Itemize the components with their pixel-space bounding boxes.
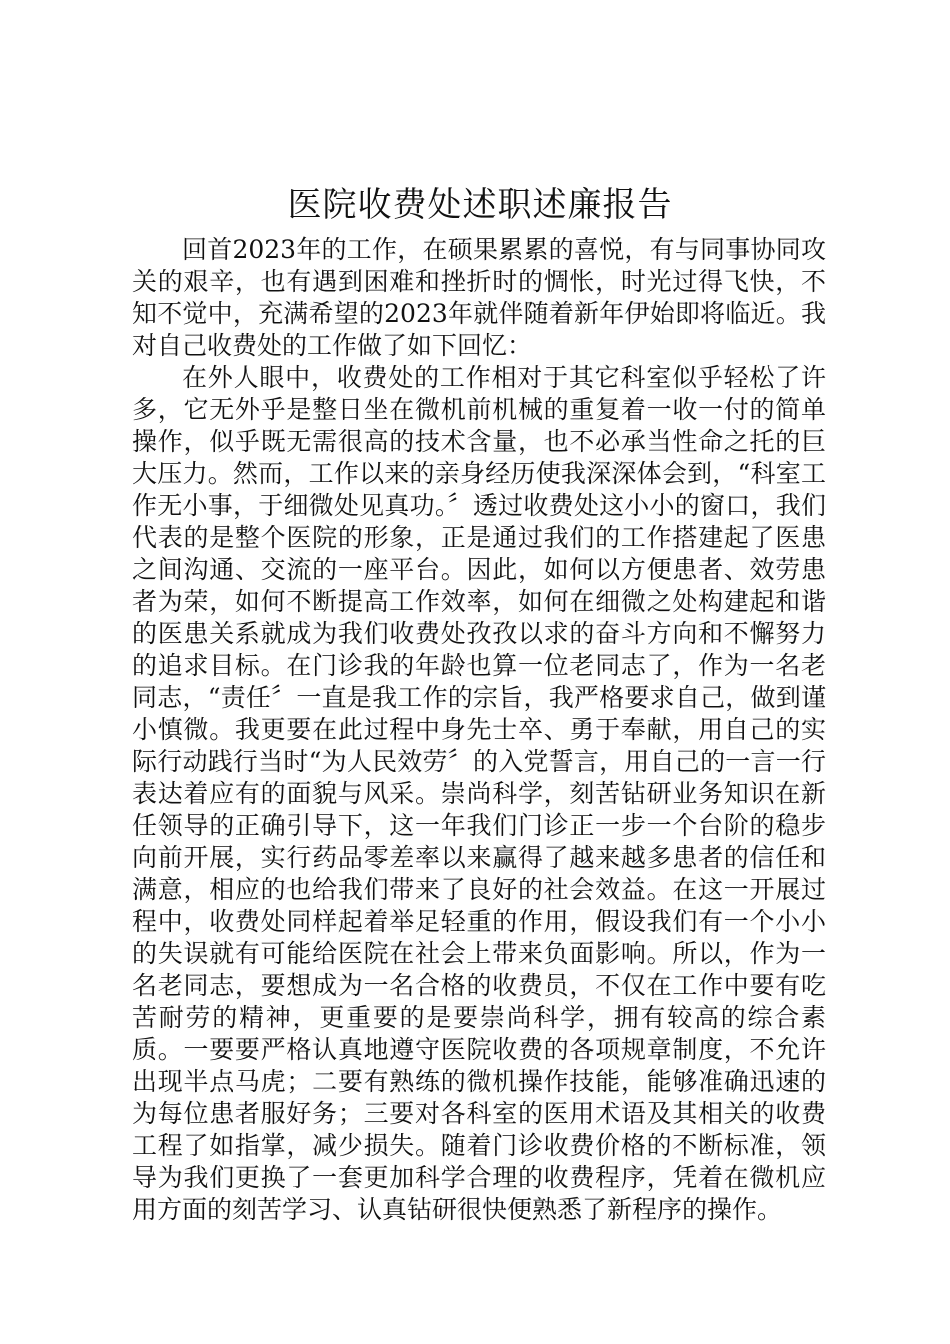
paragraph-intro: 回首2023年的工作，在硕果累累的喜悦，有与同事协同攻关的艰辛，也有遇到困难和挫折时的惆怅，时光过得飞快，不知不觉中，充满希望的2023年就伴随着新年伊始即将临近。我对自己收费处的工作做了如下回忆： — [132, 235, 826, 360]
document-body — [132, 234, 826, 1226]
document-title: 医院收费处述职述廉报告 — [287, 185, 673, 225]
paragraph-main: 在外人眼中，收费处的工作相对于其它科室似乎轻松了许多，它无外乎是整日坐在微机前机械的重复着一收一付的简单操作，似乎既无需很高的技术含量，也不必承当性命之托的巨大压力。然而，工作以来的亲身经历使我深深体会到，“科室工作无小事，于细微处见真功。〞透过收费处这小小的窗口，我们代表的是整个医院的形象，正是通过我们的工作搭建起了医患之间沟通、交流的一座平台。因此，如何以方便患者、效劳患者为荣，如何不断提高工作效率，如何在细微之处构建起和谐的医患关系就成为我们收费处孜孜以求的奋斗方向和不懈努力的追求目标。在门诊我的年龄也算一位老同志了，作为一名老同志，“责任〞一直是我工作的宗旨，我严格要求自己，做到谨小慎微。我更要在此过程中身先士卒、勇于奉献，用自己的实际行动践行当时“为人民效劳〞的入党誓言，用自己的一言一行表达着应有的面貌与风采。崇尚科学，刻苦钻研业务知识在新任领导的正确引导下，这一年我们门诊正一步一个台阶的稳步向前开展，实行药品零差率以来赢得了越来越多患者的信任和满意，相应的也给我们带来了良好的社会效益。在这一开展过程中，收费处同样起着举足轻重的作用，假设我们有一个小小的失误就有可能给医院在社会上带来负面影响。所以，作为一名老同志，要想成为一名合格的收费员，不仅在工作中要有吃苦耐劳的精神，更重要的是要崇尚科学，拥有较高的综合素质。一要要严格认真地遵守医院收费的各项规章制度，不允许出现半点马虎；二要有熟练的微机操作技能，能够准确迅速的为每位患者服好务；三要对各科室的医用术语及其相关的收费工程了如指掌，减少损失。随着门诊收费价格的不断标准，领导为我们更换了一套更加科学合理的收费程序，凭着在微机应用方面的刻苦学习、认真钻研很快便熟悉了新程序的操作。 — [132, 363, 826, 1224]
